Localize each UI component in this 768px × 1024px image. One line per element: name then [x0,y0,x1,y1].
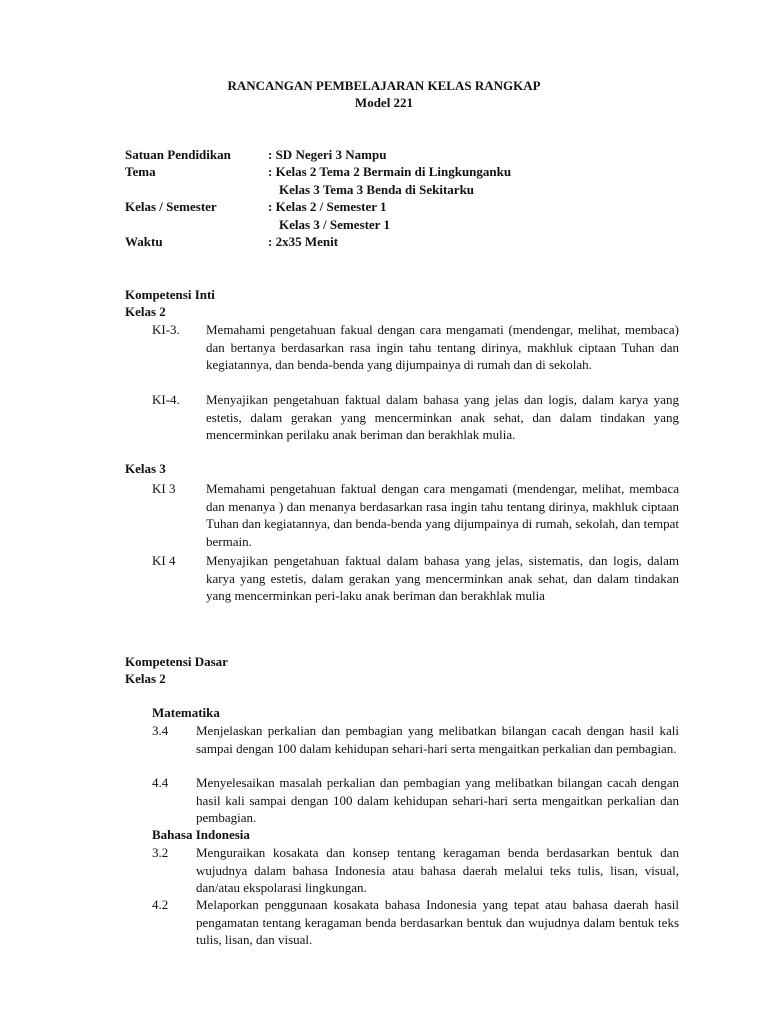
tema-value-2: Kelas 3 Tema 3 Benda di Sekitarku [279,182,475,197]
kelas-semester-value-2: Kelas 3 / Semester 1 [279,217,390,232]
ki-kelas2-label: Kelas 2 [125,304,166,319]
ki-kelas3-label: Kelas 3 [125,461,166,476]
ki-code: KI-3. [152,322,180,337]
waktu-value: : 2x35 Menit [268,234,339,249]
bahasa-indonesia-label: Bahasa Indonesia [152,827,250,842]
kd-code: 3.4 [152,723,169,738]
ki-heading: Kompetensi Inti [125,287,215,302]
ki-text: Menyajikan pengetahuan faktual dalam bahasa yang jelas dan logis, dalam karya yang estetis, dalam gerakan yang mencerminkan anak sehat, dan dalam tindakan yang mencerminkan perilaku anak beriman dan berakhlak mulia. [206,392,679,442]
kd-code: 4.2 [152,897,169,912]
satuan-value: : SD Negeri 3 Nampu [268,147,387,162]
ki-code: KI-4. [152,392,180,407]
ki-code: KI 3 [152,481,176,496]
document-title: RANCANGAN PEMBELAJARAN KELAS RANGKAP [227,78,541,93]
ki-text: Memahami pengetahuan faktual dengan cara mengamati (mendengar, melihat, membaca dan menanya ) dan menanya berdasarkan rasa ingin tahu tentang dirinya, makhluk ciptaan Tuhan dan kegiatannya, dan benda-benda yang dijumpainya di rumah, sekolah, dan tempat bermain. [206,481,679,549]
document-subtitle: Model 221 [354,95,414,110]
tema-value: : Kelas 2 Tema 2 Bermain di Lingkunganku [268,164,512,179]
satuan-label: Satuan Pendidikan [125,147,231,162]
kd-text-content: Menjelaskan perkalian dan pembagian yang melibatkan bilangan cacah dengan hasil kali sampai dengan 100 dalam kehidupan sehari-hari serta mengaitkan perkalian dan pembagian. [196,723,679,756]
kd-code: 4.4 [152,775,169,790]
ki-text: Menyajikan pengetahuan faktual dalam bahasa yang jelas, sistematis, dan logis, dalam karya yang estetis, dalam gerakan yang mencerminkan anak sehat, dan dalam tindakan yang mencerminkan peri-laku anak beriman dan berakhlak mulia [206,553,679,603]
kd-kelas2-label: Kelas 2 [125,671,166,686]
kd-code: 3.2 [152,845,169,860]
kd-text: Menguraikan kosakata dan konsep tentang keragaman benda berdasarkan bentuk dan wujudnya dalam bahasa Indonesia atau bahasa daerah melalui teks tulis, lisan, visual, dan/atau ekspolarasi lingkungan. [196,845,679,895]
waktu-label: Waktu [125,234,163,249]
kelas-semester-value: : Kelas 2 / Semester 1 [268,199,387,214]
matematika-label: Matematika [152,705,220,720]
kd-text: Menyelesaikan masalah perkalian dan pembagian yang melibatkan bilangan cacah dengan hasil kali sampai dengan 100 dalam kehidupan sehari-hari serta mengaitkan perkalian dan pembagian. [196,775,679,825]
kd-text: Melaporkan penggunaan kosakata bahasa Indonesia yang tepat atau bahasa daerah hasil pengamatan tentang keragaman benda berdasarkan bentuk dan wujudnya dalam bentuk teks tulis, lisan, dan visual. [196,897,679,947]
tema-label: Tema [125,164,156,179]
kelas-semester-label: Kelas / Semester [125,199,217,214]
ki-text: Memahami pengetahuan fakual dengan cara mengamati (mendengar, melihat, membaca) dan bertanya berdasarkan rasa ingin tahu tentang dirinya, makhluk ciptaan Tuhan dan kegiatannya, dan benda-benda yang dijumpainya di rumah dan di sekolah. [206,322,679,372]
kd-text [196,722,679,757]
ki-code: KI 4 [152,553,176,568]
kd-heading: Kompetensi Dasar [125,654,228,669]
